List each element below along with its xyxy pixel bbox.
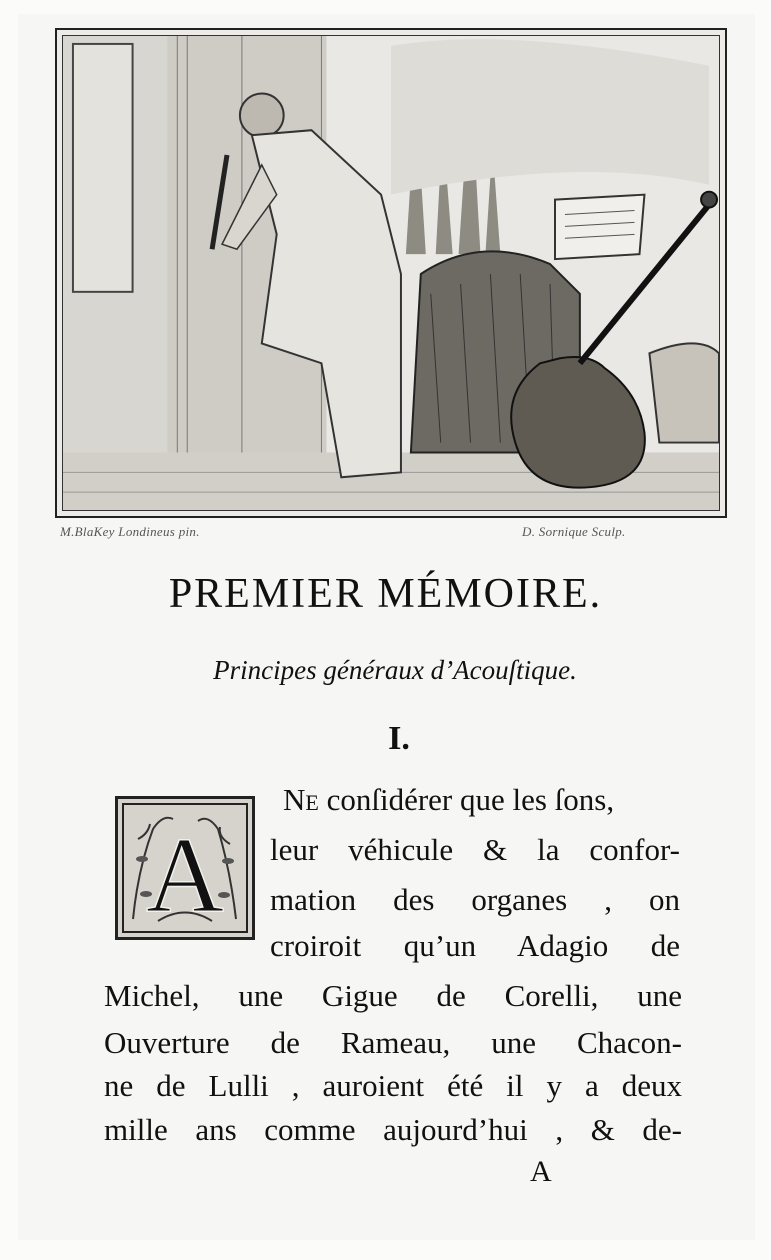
text-line-1-first-word: Ne: [283, 782, 319, 817]
text-line-6: Ouverture de Rameau, une Chacon-: [104, 1025, 682, 1060]
catchword: A: [530, 1155, 552, 1188]
page-subtitle: Principes généraux d’Acouſtique.: [213, 655, 577, 685]
text-line-3: mation des organes , on: [270, 882, 680, 917]
page-title: PREMIER MÉMOIRE.: [168, 571, 603, 617]
text-line-1: [283, 782, 614, 818]
engraving-image: [62, 35, 720, 511]
text-line-2: leur véhicule & la confor-: [270, 832, 680, 867]
engraving-plate: [55, 28, 727, 518]
text-line-4: croiroit qu’un Adagio de: [270, 928, 680, 963]
engraver-credit-left: M.BlaKey Londineus pin.: [60, 524, 200, 539]
text-line-8: mille ans comme aujourd’hui , & de-: [104, 1112, 682, 1147]
engraver-credit-right: D. Sornique Sculp.: [522, 524, 626, 539]
drop-cap-letter: A: [146, 816, 224, 935]
text-line-5: Michel, une Gigue de Corelli, une: [104, 978, 682, 1013]
drop-cap: [115, 796, 255, 940]
section-number: I.: [388, 720, 410, 757]
text-line-1-rest: conſidérer que les ſons,: [318, 782, 615, 817]
text-line-7: ne de Lulli , auroient été il y a deux: [104, 1068, 682, 1103]
